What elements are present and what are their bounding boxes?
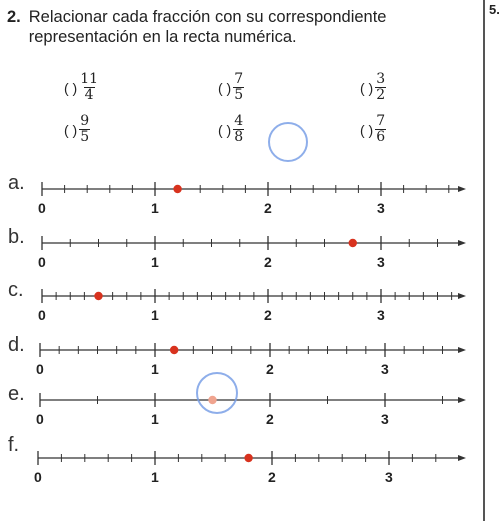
tick-label: 1 [151,200,159,216]
arrow-head [458,293,466,299]
numerator: 3 [376,71,386,87]
question-number: 2. [7,8,21,26]
arrow-head [458,347,466,353]
denominator: 5 [234,87,244,103]
line-label: f. [8,434,20,456]
denominator: 8 [234,129,244,145]
arrow-head [458,186,466,192]
tick-label: 0 [38,254,46,270]
arrow-head [458,240,466,246]
number-line [38,289,466,323]
tick-label: 3 [377,307,385,323]
tick-label: 2 [266,361,274,377]
numerator: 11 [80,71,99,87]
numerator: 9 [80,113,90,129]
numerator: 7 [234,71,244,87]
tick-label: 1 [151,469,159,485]
answer-blank[interactable]: ( ) [64,79,78,96]
answer-blank[interactable]: ( ) [360,79,374,96]
denominator: 2 [376,87,386,103]
number-line [34,451,466,485]
line-label: e. [8,383,25,405]
tick-label: 2 [266,411,274,427]
tick-label: 2 [264,307,272,323]
marked-point[interactable] [349,239,357,247]
number-line [36,343,466,377]
answer-blank[interactable]: ( ) [218,121,232,138]
line-label: d. [8,334,25,356]
line-label: a. [8,172,25,194]
marked-point[interactable] [173,185,181,193]
tick-label: 1 [151,411,159,427]
numerator: 7 [376,113,386,129]
arrow-head [458,455,466,461]
tick-label: 0 [38,200,46,216]
line-label: b. [8,226,25,248]
denominator: 6 [376,129,386,145]
tick-label: 2 [268,469,276,485]
number-line [38,236,466,270]
tick-label: 0 [34,469,42,485]
highlight-circle [196,372,238,414]
marked-point[interactable] [94,292,102,300]
tick-label: 2 [264,254,272,270]
tick-label: 2 [264,200,272,216]
marked-point[interactable] [170,346,178,354]
tick-label: 3 [381,361,389,377]
tick-label: 1 [151,254,159,270]
arrow-head [458,397,466,403]
numerator: 4 [234,113,244,129]
answer-blank[interactable]: ( ) [360,121,374,138]
tick-label: 1 [151,361,159,377]
answer-blank[interactable]: ( ) [64,121,78,138]
question-text: Relacionar cada fracción con su correspondiente representación en la recta numérica. [28,8,387,46]
number-line [38,182,466,216]
tick-label: 0 [36,411,44,427]
line-label: c. [8,279,24,301]
denominator: 5 [80,129,90,145]
tick-label: 1 [151,307,159,323]
tick-label: 0 [36,361,44,377]
denominator: 4 [84,87,94,103]
tick-label: 3 [377,200,385,216]
next-question-number: 5. [489,2,500,17]
answer-blank[interactable]: ( ) [218,79,232,96]
tick-label: 3 [385,469,393,485]
number-line [36,393,466,427]
tick-label: 3 [377,254,385,270]
marked-point[interactable] [244,454,252,462]
tick-label: 3 [381,411,389,427]
tick-label: 0 [38,307,46,323]
